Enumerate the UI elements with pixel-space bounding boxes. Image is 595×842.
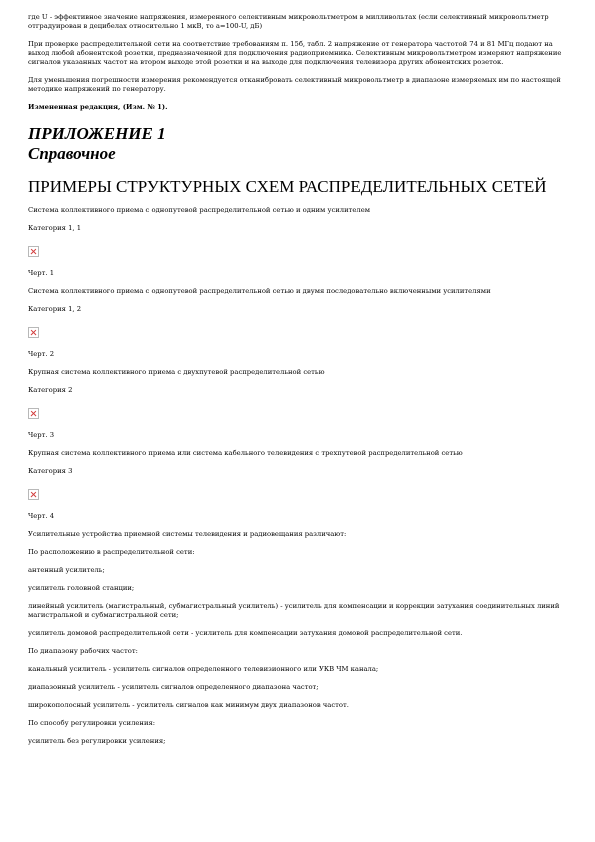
figure-4-label: Черт. 4 <box>28 512 55 520</box>
appendix-title: ПРИЛОЖЕНИЕ 1 <box>28 124 166 143</box>
broken-image-icon[interactable] <box>28 408 39 419</box>
list-item-wideband-amp: широкополосный усилитель - усилитель сигналов как минимум двух диапазонов частот. <box>28 701 349 709</box>
figure-3-category: Категория 2 <box>28 386 73 394</box>
list-item-house-amp: усилитель домовой распределительной сети - усилитель для компенсации затухания домовой распределительной сети. <box>28 629 463 637</box>
by-gain-control-heading: По способу регулировки усиления: <box>28 719 156 727</box>
list-item-band-amp: диапазонный усилитель - усилитель сигналов определенного диапазона частот; <box>28 683 319 691</box>
broken-image-icon[interactable] <box>28 489 39 500</box>
figure-4-category: Категория 3 <box>28 467 73 475</box>
figure-3-label: Черт. 3 <box>28 431 55 439</box>
by-range-heading: По диапазону рабочих частот: <box>28 647 138 655</box>
figure-4-caption: Крупная система коллективного приема или система кабельного телевидения с трехпутевой распределительной сетью <box>28 449 463 457</box>
by-location-heading: По расположению в распределительной сети: <box>28 548 195 556</box>
broken-image-icon[interactable] <box>28 246 39 257</box>
list-item-no-gain-control: усилитель без регулировки усиления; <box>28 737 166 745</box>
calibration-paragraph: Для уменьшения погрешности измерения рекомендуется отканибровать селективный микровольтметр в диапазоне измеряемых им по настоящей методике напряжений по генератору. <box>28 76 561 93</box>
list-item-line-amp: линейный усилитель (магистральный, субмагистральный усилитель) - усилитель для компенсации и коррекции затухания соединительных линий магистральной и субмагистральной сети; <box>28 602 560 619</box>
figure-1-label: Черт. 1 <box>28 269 55 277</box>
measurement-paragraph: При проверке распределительной сети на соответствие требованиям п. 15б, табл. 2 напряжение от генератора частотой 74 и 81 МГц подают на выход любой абонентской розетки, предназначенной для подключения радиоприемника. Селективным микровольтметром измеряют напряжение сигналов указанных частот на втором выходе этой розетки и на выходе для подключения телевизора других абонентских розеток. <box>28 40 562 66</box>
figure-3-caption: Крупная система коллективного приема с двухпутевой распределительной сетью <box>28 368 325 376</box>
figure-2-label: Черт. 2 <box>28 350 55 358</box>
formula-explanation: где U - эффективное значение напряжения, измеренного селективным микровольтметром в милливольтах (если селективный микровольтметр отградуирован в децибелах относительно 1 мкВ, то а=100-U, дБ) <box>28 13 549 30</box>
list-item-head-amp: усилитель головной станции; <box>28 584 135 592</box>
list-item-antenna-amp: антенный усилитель; <box>28 566 105 574</box>
amplifier-intro: Усилительные устройства приемной системы телевидения и радиовещания различают: <box>28 530 347 538</box>
section-title: ПРИМЕРЫ СТРУКТУРНЫХ СХЕМ РАСПРЕДЕЛИТЕЛЬНЫХ СЕТЕЙ <box>28 177 547 196</box>
figure-2-category: Категория 1, 2 <box>28 305 82 313</box>
amendment-note: Измененная редакция, (Изм. № 1). <box>28 103 168 111</box>
appendix-subtitle: Справочное <box>28 144 116 163</box>
figure-1-category: Категория 1, 1 <box>28 224 82 232</box>
figure-2-caption: Система коллективного приема с однопутевой распределительной сетью и двумя последовательно включенными усилителями <box>28 287 491 295</box>
broken-image-icon[interactable] <box>28 327 39 338</box>
figure-1-caption: Система коллективного приема с однопутевой распределительной сетью и одним усилителем <box>28 206 371 214</box>
list-item-channel-amp: канальный усилитель - усилитель сигналов определенного телевизионного или УКВ ЧМ канала; <box>28 665 379 673</box>
